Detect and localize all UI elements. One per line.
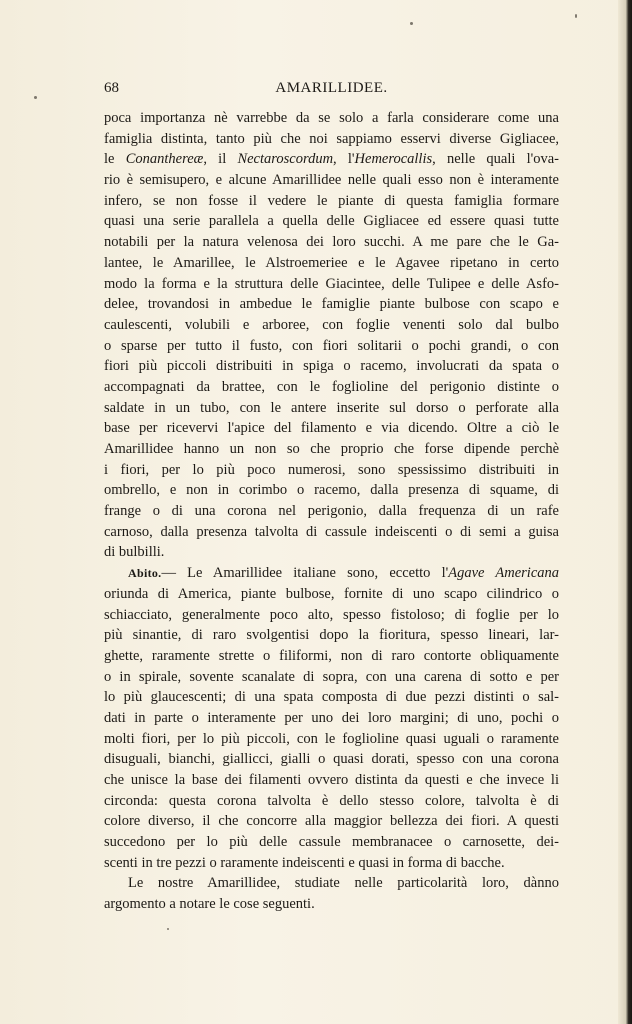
text-line: i fiori, per lo più poco numerosi, sono spessissimo distribuiti in: [104, 461, 559, 478]
text-line: molti fiori, per lo più piccoli, con le foglioline quasi uguali o raramente: [104, 730, 559, 747]
paragraph-intro: [104, 108, 559, 563]
text-line: Le nostre Amarillidee, studiate nelle particolarità loro, dànno: [128, 875, 559, 892]
text-line: scenti in tre pezzi o raramente indeiscenti e quasi in forma di bacche.: [104, 854, 505, 871]
text-line: circonda: questa corona talvolta è dello stesso colore, talvolta è di: [104, 792, 559, 809]
paragraph-closing: [104, 873, 559, 914]
scan-speck: [34, 96, 37, 99]
text-line: modo la forma e la struttura delle Giacintee, delle Tulipee e delle Asfo-: [104, 275, 559, 292]
scan-speck: [167, 928, 169, 930]
scan-speck: [410, 22, 413, 25]
text-line: saldate in un tubo, con le antere inserite sul dorso o perforate alla: [104, 399, 559, 416]
text-line: oriunda di America, piante bulbose, fornite di uno scapo cilindrico o: [104, 585, 559, 602]
text-line: famiglia distinta, tanto più che noi sappiamo esservi diverse Gigliacee,: [104, 130, 559, 147]
text-line: [104, 563, 559, 584]
italic-name: Nectaroscordum: [237, 151, 334, 168]
page-edge: [618, 0, 632, 1024]
italic-name: Agave Americana: [448, 565, 559, 582]
section-label: Abito.: [128, 566, 162, 581]
text-line: Amarillidee hanno un non so che proprio che forse dipende perchè: [104, 441, 559, 457]
page-number: 68: [104, 80, 119, 96]
text-line: lantee, le Amarillee, le Alstroemeriee e le Agavee ripetano in certo: [104, 254, 559, 271]
text-line: disuguali, bianchi, giallicci, gialli o quasi dorati, spesso con una corona: [104, 751, 559, 768]
text-line: colore diverso, il che concorre alla maggior bellezza dei fiori. A questi: [104, 813, 559, 830]
text-line: frange o di una corona nel perigonio, dalla frequenza di un rafe: [104, 503, 559, 520]
body-text: [104, 108, 559, 915]
text-line: di bulbilli.: [104, 544, 165, 561]
text-line: dati in parte o interamente per uno dei loro margini; di uno, pochi o: [104, 709, 559, 726]
italic-name: Hemerocallis: [354, 151, 433, 168]
text-line: poca importanza nè varrebbe da se solo a farla considerare come una: [104, 110, 559, 126]
text-line: succedono per lo più delle cassule membranacee o carnosette, dei-: [104, 834, 559, 851]
text-line: ghette, raramente strette o filiformi, non di raro contorte obliquamente: [104, 647, 559, 664]
text-line: o in spirale, sovente scanalate di sopra, con una carena di sotto e per: [104, 668, 559, 685]
text-line: fiori più piccoli distribuiti in spiga o racemo, involucrati da spata o: [104, 358, 559, 375]
page-header: [104, 80, 559, 100]
text-line: infero, se non fosse il vedere le piante di questa famiglia formare: [104, 192, 559, 209]
italic-name: Conanthereæ: [125, 151, 204, 168]
text-line: accompagnati da brattee, con le foglioline del perigonio distinte o: [104, 378, 559, 395]
text-line: più sinantie, di raro svolgentisi dopo la fioritura, spesso lineari, lar-: [104, 627, 559, 644]
text-line: carnoso, dalla presenza talvolta di cassule indeiscenti o di semi a guisa: [104, 523, 559, 540]
text-line: lo più glaucescenti; di una spata composta di due pezzi distinti o sal-: [104, 689, 559, 706]
scan-speck: [575, 14, 577, 18]
text-run: — Le Amarillidee italiane sono, eccetto l'Agave Americana: [161, 565, 559, 582]
text-line: argomento a notare le cose seguenti.: [104, 896, 315, 913]
text-line: caulescenti, volubili e arboree, con foglie venenti solo dal bulbo: [104, 316, 559, 333]
text-line: le Conanthereæ, il Nectaroscordum, l'Hemerocallis, nelle quali l'ova-: [104, 151, 559, 168]
text-line: schiacciato, generalmente poco alto, spesso fistoloso; di foglie per lo: [104, 606, 559, 623]
text-line: o sparse per tutto il fusto, con fiori solitarii o pochi grandi, o con: [104, 337, 559, 354]
text-line: quasi una serie parallela a quella delle Gigliacee ed essere quasi tutte: [104, 213, 559, 230]
paragraph-abito: [104, 563, 559, 873]
text-line: delee, trovandosi in ambedue le famiglie piante bulbose con scapo e: [104, 296, 559, 313]
text-line: che unisce la base dei filamenti ovvero distinta da questi e che invece li: [104, 772, 559, 788]
running-head: AMARILLIDEE.: [275, 80, 388, 96]
text-line: rio è semisupero, e alcune Amarillidee nelle quali esso non è interamente: [104, 172, 559, 189]
text-line: notabili per la natura velenosa dei loro succhi. A me pare che le Ga-: [104, 234, 559, 251]
text-line: base per ricevervi l'apice del filamento e via dicendo. Oltre a ciò le: [104, 420, 559, 437]
text-line: ombrello, e non in corimbo o racemo, dalla presenza di squame, di: [104, 482, 559, 499]
